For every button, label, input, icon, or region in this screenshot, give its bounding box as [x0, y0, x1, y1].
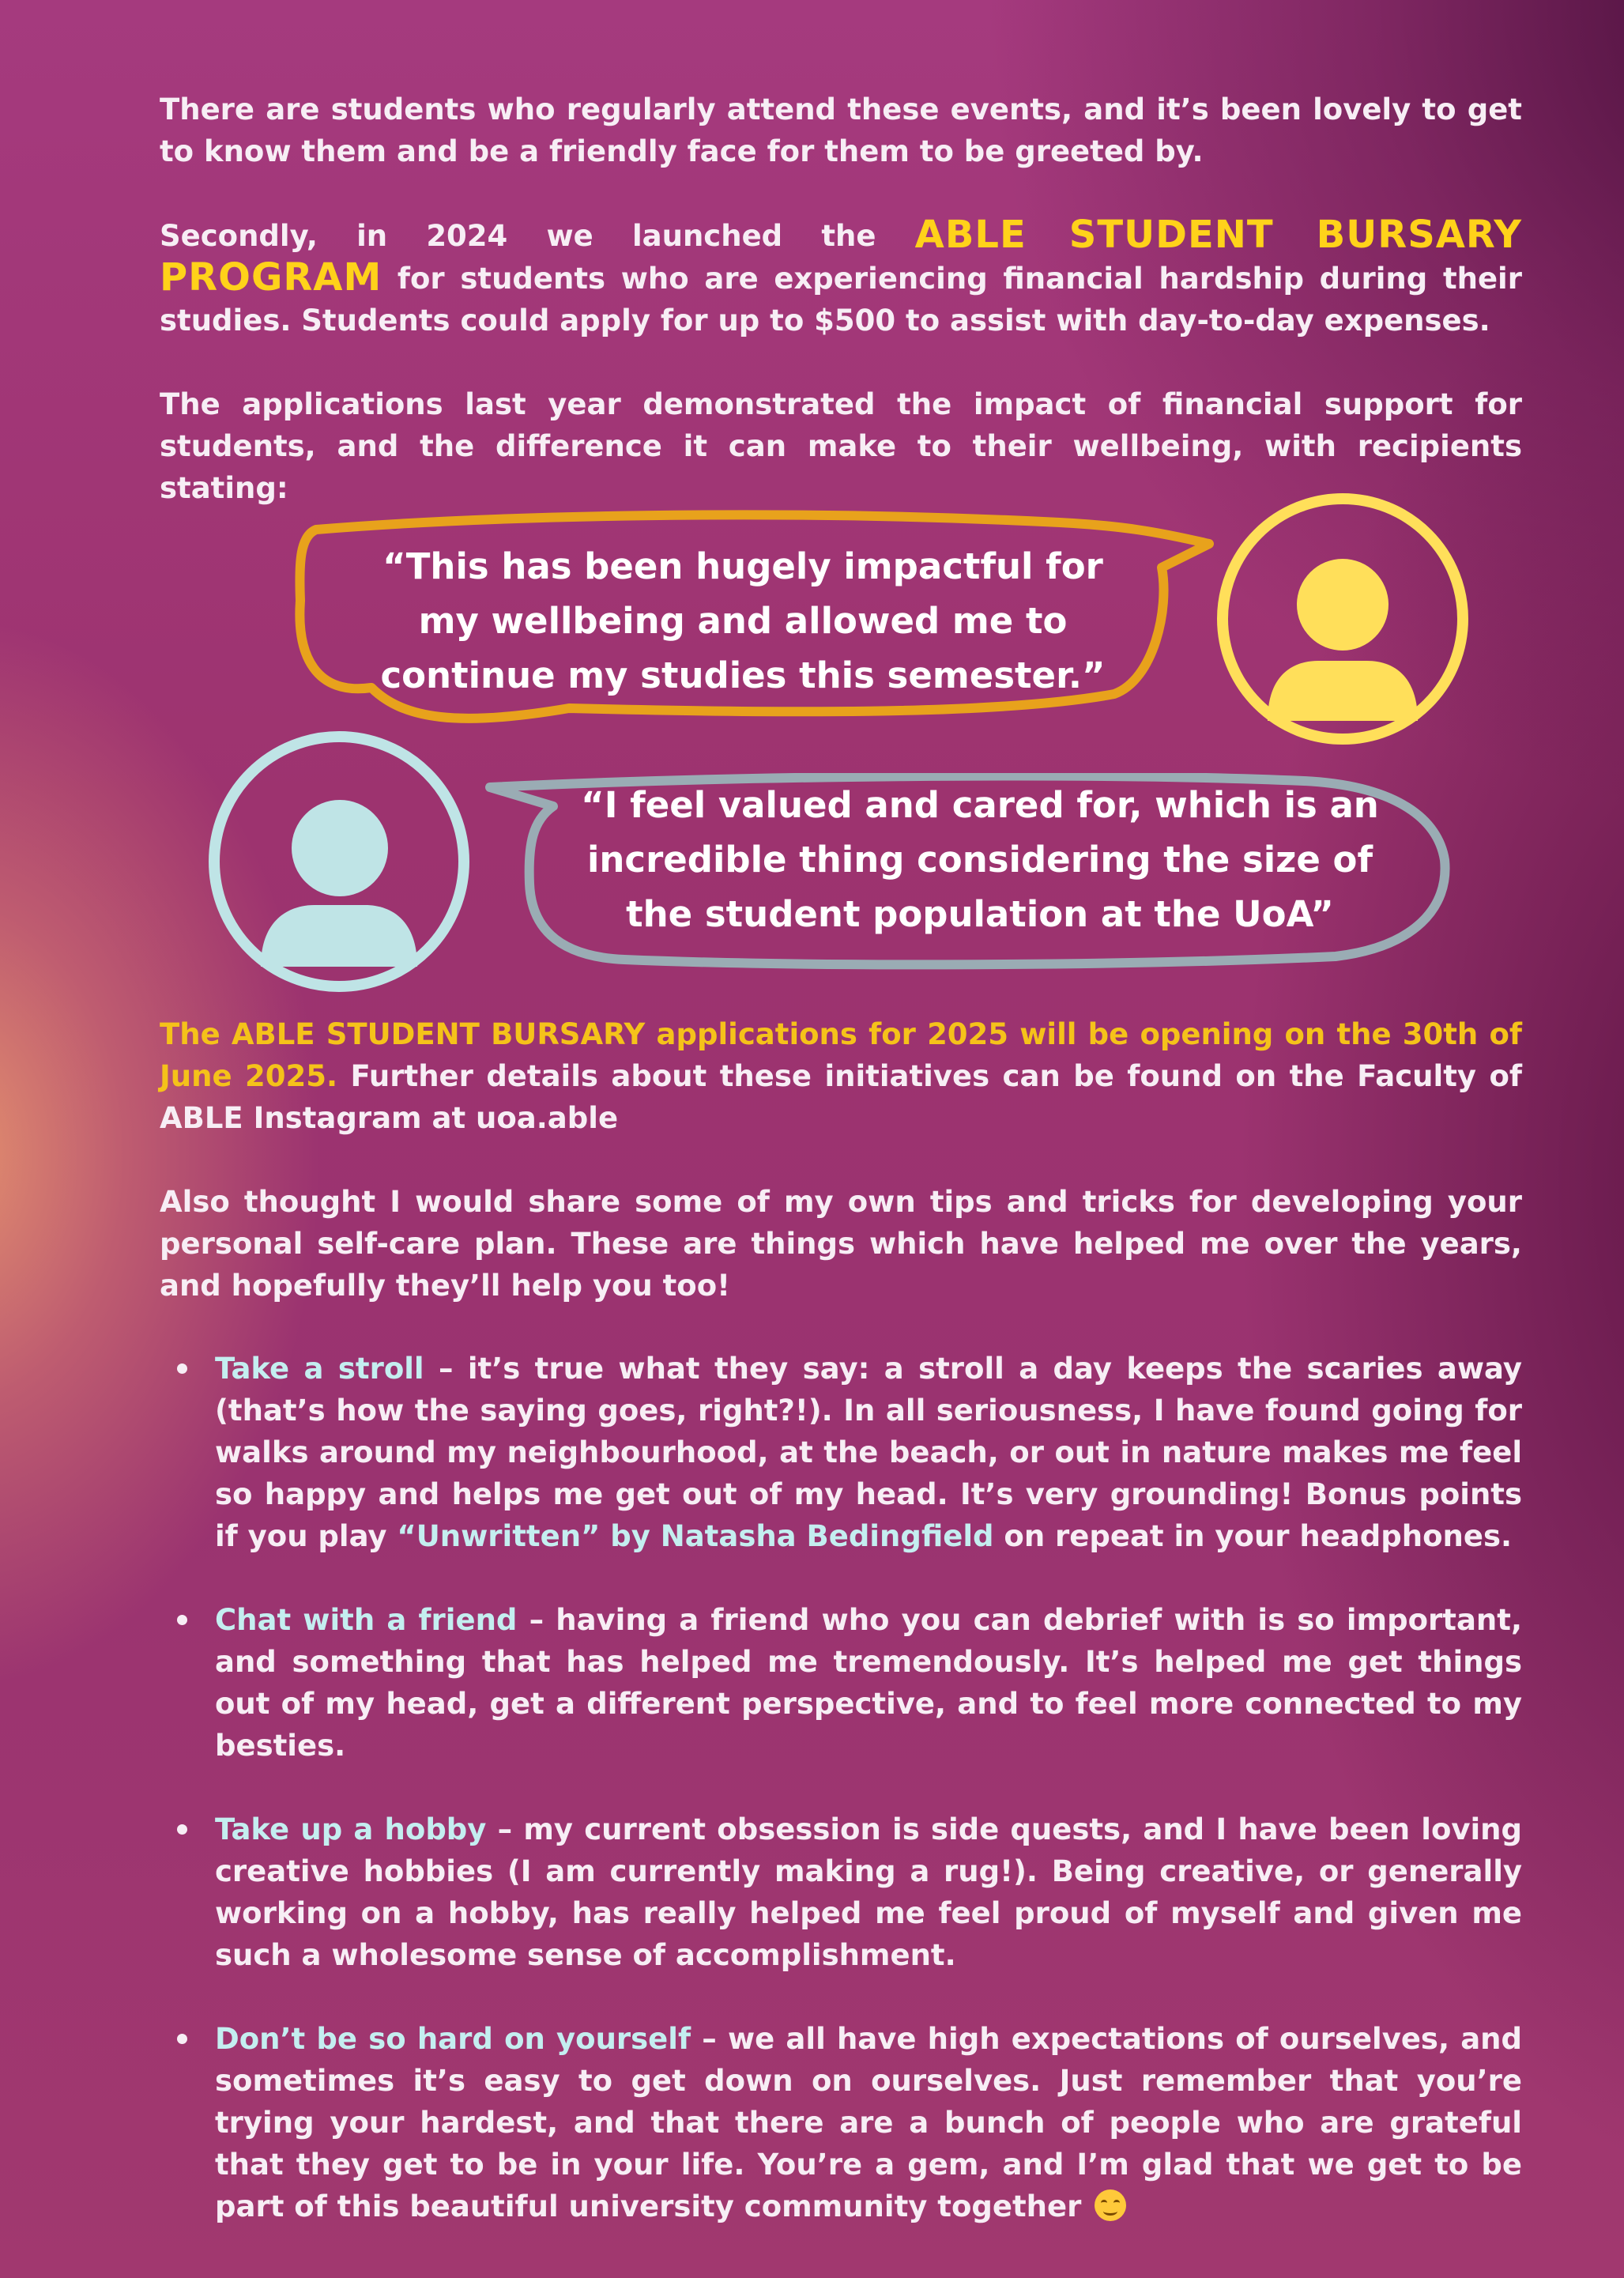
- bullet-icon: [177, 1824, 187, 1835]
- tip-body-end: on repeat in your headphones.: [993, 1519, 1513, 1553]
- tip-title: Take up a hobby: [215, 1812, 487, 1846]
- list-item: [160, 1348, 1522, 1557]
- bursary-program-title: ABLE STUDENT BURSARY PROGRAM: [160, 213, 1522, 300]
- tip-title: Don’t be so hard on yourself: [215, 2022, 691, 2056]
- tip-body: – we all have high expectations of ourselves, and sometimes it’s easy to get down on ourselves. Just remember that you’re trying your hardest, and that there are a bunch of people who are grateful that they get to be in your life. You’re a gem, and I’m glad that we get to be part of this beautiful university community together: [215, 2022, 1523, 2223]
- list-item: [160, 1808, 1522, 1976]
- tip-title: Take a stroll: [215, 1352, 424, 1386]
- announcement-details: Further details about these initiatives can be found on the Faculty of ABLE Instagram at uoa.able: [160, 1059, 1522, 1135]
- tip-title: Chat with a friend: [215, 1603, 518, 1637]
- tips-list: [160, 1348, 1522, 2269]
- paragraph-applications: The applications last year demonstrated the impact of financial support for students, and the difference it can make to their wellbeing, with recipients stating:: [160, 387, 1522, 505]
- bullet-icon: [177, 1363, 187, 1374]
- quote-bubble-1: [284, 498, 1217, 735]
- person-avatar-icon: [1215, 492, 1470, 746]
- quote-bubble-2: [482, 773, 1454, 971]
- tip-body: – having a friend who you can debrief with is so important, and something that has helped me tremendously. It’s helped me get things out of my head, get a different perspective, and to feel more connected to my besties.: [215, 1603, 1523, 1763]
- tip-song: “Unwritten” by Natasha Bedingfield: [397, 1519, 994, 1553]
- smiling-face-icon: [1095, 2189, 1126, 2221]
- quotes-section: [0, 474, 1624, 996]
- tip-body: – it’s true what they say: a stroll a day keeps the scaries away (that’s how the saying goes, right?!). In all seriousness, I have found going for walks around my neighbourhood, at the beach, or out in nature makes me feel so happy and helps me get out of my head. It’s very grounding! Bonus points if you play: [215, 1352, 1522, 1553]
- paragraph-events: There are students who regularly attend these events, and it’s been lovely to get to know them and be a friendly face for them to be greeted by.: [160, 92, 1522, 168]
- bursary-description: for students who are experiencing financial hardship during their studies. Students could apply for up to $500 to assist with day-to-day expenses.: [160, 262, 1522, 338]
- person-avatar-icon: [207, 730, 472, 994]
- bullet-icon: [177, 2034, 187, 2044]
- bursary-lead-text: Secondly, in 2024 we launched the: [160, 219, 876, 253]
- paragraph-bursary: [160, 214, 1522, 341]
- quote-text-1: “This has been hugely impactful for my wellbeing and allowed me to continue my studies this semester.”: [380, 545, 1106, 696]
- paragraph-announcement: [160, 1013, 1522, 1139]
- announcement-highlight: The ABLE STUDENT BURSARY applications for 2025 will be opening on the 30th of June 2025.: [160, 1017, 1522, 1093]
- quote-text-2: “I feel valued and cared for, which is an incredible thing considering the size of the student population at the UoA”: [581, 784, 1379, 935]
- list-item: [160, 1599, 1522, 1767]
- list-item: [160, 2018, 1522, 2227]
- bullet-icon: [177, 1615, 187, 1625]
- tip-body: – my current obsession is side quests, and I have been loving creative hobbies (I am currently making a rug!). Being creative, or generally working on a hobby, has really helped me feel proud of myself and given me such a wholesome sense of accomplishment.: [215, 1812, 1522, 1972]
- paragraph-tips-intro: Also thought I would share some of my own tips and tricks for developing your personal self-care plan. These are things which have helped me over the years, and hopefully they’ll help you too!: [160, 1185, 1522, 1303]
- article-body-continued: [160, 1013, 1522, 1348]
